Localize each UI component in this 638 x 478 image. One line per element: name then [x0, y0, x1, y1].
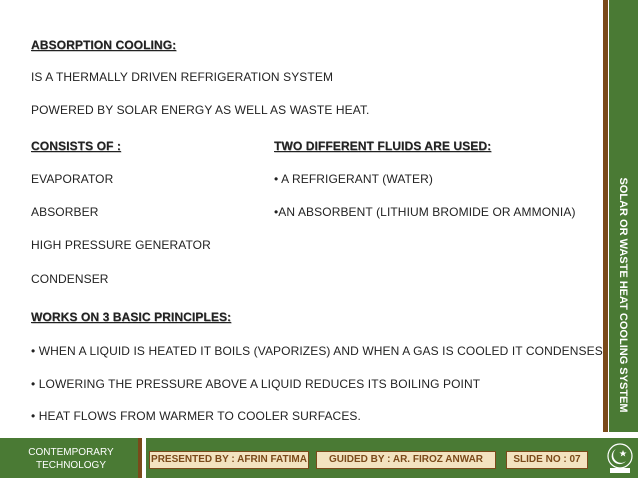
consists-heading: CONSISTS OF :	[31, 139, 121, 153]
principle-item: • LOWERING THE PRESSURE ABOVE A LIQUID REDUCES ITS BOILING POINT	[31, 377, 481, 391]
fluids-heading: TWO DIFFERENT FLUIDS ARE USED:	[274, 139, 492, 153]
fluid-item: •AN ABSORBENT (LITHIUM BROMIDE OR AMMONIA)	[274, 205, 576, 219]
sidebar-title: SOLAR OR WASTE HEAT COOLING SYSTEM	[617, 177, 629, 413]
slide-number: SLIDE NO : 07	[506, 451, 588, 469]
crescent-emblem-icon	[604, 441, 636, 475]
component-item: ABSORBER	[31, 205, 99, 219]
footer-course-line: TECHNOLOGY	[35, 460, 106, 471]
component-item: CONDENSER	[31, 272, 109, 286]
component-item: HIGH PRESSURE GENERATOR	[31, 238, 211, 252]
footer-course-label	[0, 446, 142, 472]
fluid-item: • A REFRIGERANT (WATER)	[274, 172, 433, 186]
intro-line: IS A THERMALLY DRIVEN REFRIGERATION SYSTEM	[31, 70, 334, 84]
component-item: EVAPORATOR	[31, 172, 114, 186]
presented-by-label: PRESENTED BY : AFRIN FATIMA	[149, 451, 309, 469]
footer-course-line: CONTEMPORARY	[28, 447, 114, 458]
principle-item: • WHEN A LIQUID IS HEATED IT BOILS (VAPORIZES) AND WHEN A GAS IS COOLED IT CONDENSES	[31, 344, 603, 358]
slide-heading: ABSORPTION COOLING:	[31, 38, 177, 52]
guided-by-label: GUIDED BY : AR. FIROZ ANWAR	[316, 451, 496, 469]
intro-line: POWERED BY SOLAR ENERGY AS WELL AS WASTE HEAT.	[31, 103, 370, 117]
principle-item: • HEAT FLOWS FROM WARMER TO COOLER SURFACES.	[31, 409, 361, 423]
principles-heading: WORKS ON 3 BASIC PRINCIPLES:	[31, 310, 232, 324]
